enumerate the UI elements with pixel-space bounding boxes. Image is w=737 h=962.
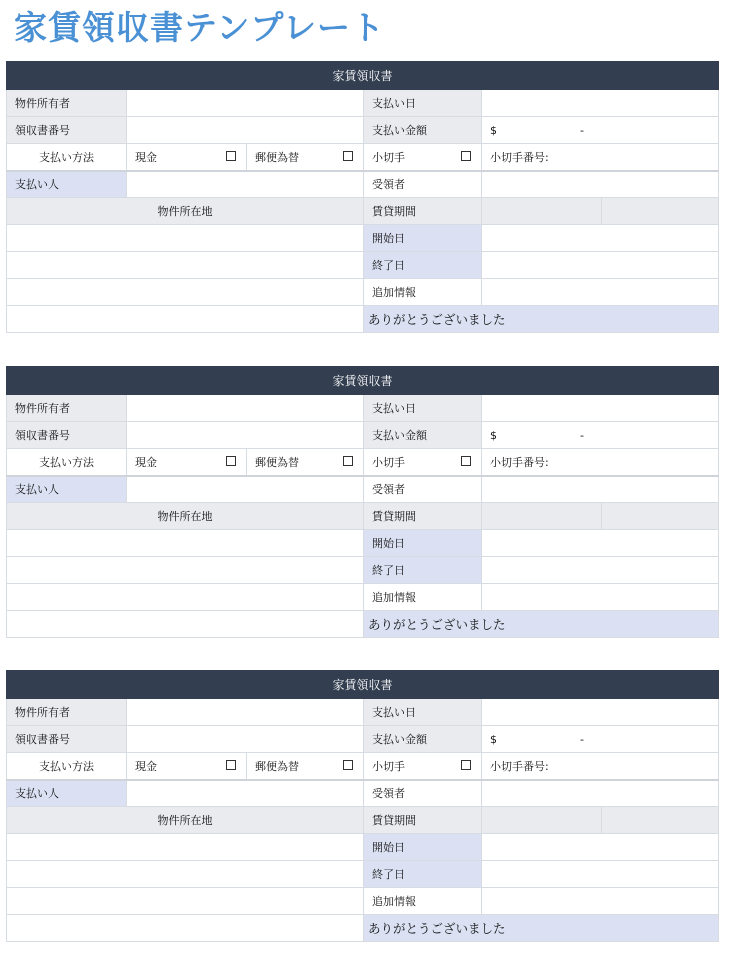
additional-info-label: 追加情報 [364, 584, 482, 611]
start-date-label: 開始日 [364, 225, 482, 252]
amount-value: - [580, 732, 584, 746]
payer-field[interactable] [127, 780, 364, 807]
recipient-label: 受領者 [364, 171, 482, 198]
owner-field[interactable] [127, 395, 364, 422]
receipt-header: 家賃領収書 [7, 367, 719, 395]
additional-info-label: 追加情報 [364, 888, 482, 915]
rental-period-label: 賃貸期間 [364, 198, 482, 225]
postal-order-label: 郵便為替 [255, 455, 299, 469]
start-date-field[interactable] [482, 225, 719, 252]
postal-order-option[interactable] [247, 144, 364, 171]
owner-label: 物件所有者 [7, 90, 127, 117]
start-date-field[interactable] [482, 530, 719, 557]
payer-field[interactable] [127, 171, 364, 198]
currency-symbol: $ [490, 428, 497, 442]
property-location-field[interactable] [7, 888, 364, 915]
check-label: 小切手 [372, 759, 405, 773]
recipient-label: 受領者 [364, 780, 482, 807]
recipient-field[interactable] [482, 476, 719, 503]
postal-order-label: 郵便為替 [255, 759, 299, 773]
amount-value: - [580, 428, 584, 442]
property-location-field[interactable] [7, 530, 364, 557]
property-location-label: 物件所在地 [7, 503, 364, 530]
cash-checkbox[interactable] [226, 151, 236, 161]
payment-date-label: 支払い日 [364, 395, 482, 422]
payment-date-label: 支払い日 [364, 699, 482, 726]
additional-info-field[interactable] [482, 888, 719, 915]
amount-label: 支払い金額 [364, 422, 482, 449]
rental-period-end-field[interactable] [602, 503, 719, 530]
receipt-number-field[interactable] [127, 117, 364, 144]
receipt-header: 家賃領収書 [7, 671, 719, 699]
page-title: 家賃領収書テンプレート [14, 8, 386, 47]
receipt-number-field[interactable] [127, 726, 364, 753]
amount-value: - [580, 123, 584, 137]
check-number-field[interactable] [482, 449, 719, 476]
check-number-label: 小切手番号: [490, 150, 549, 164]
check-option[interactable] [364, 144, 482, 171]
cash-label: 現金 [135, 150, 157, 164]
currency-symbol: $ [490, 123, 497, 137]
rental-period-end-field[interactable] [602, 198, 719, 225]
recipient-field[interactable] [482, 171, 719, 198]
check-option[interactable] [364, 449, 482, 476]
property-location-field[interactable] [7, 225, 364, 252]
receipt-number-label: 領収書番号 [7, 422, 127, 449]
additional-info-field[interactable] [482, 584, 719, 611]
check-number-label: 小切手番号: [490, 455, 549, 469]
end-date-label: 終了日 [364, 557, 482, 584]
postal-order-option[interactable] [247, 753, 364, 780]
amount-label: 支払い金額 [364, 726, 482, 753]
currency-symbol: $ [490, 732, 497, 746]
start-date-field[interactable] [482, 834, 719, 861]
start-date-label: 開始日 [364, 530, 482, 557]
receipt-header: 家賃領収書 [7, 62, 719, 90]
recipient-field[interactable] [482, 780, 719, 807]
property-location-field[interactable] [7, 557, 364, 584]
owner-label: 物件所有者 [7, 699, 127, 726]
cash-checkbox[interactable] [226, 760, 236, 770]
property-location-label: 物件所在地 [7, 807, 364, 834]
payment-date-field[interactable] [482, 395, 719, 422]
check-checkbox[interactable] [461, 456, 471, 466]
additional-info-field[interactable] [482, 279, 719, 306]
postal-order-checkbox[interactable] [343, 456, 353, 466]
amount-field[interactable] [482, 726, 719, 753]
property-location-field[interactable] [7, 252, 364, 279]
rental-period-start-field[interactable] [482, 198, 602, 225]
property-location-field[interactable] [7, 861, 364, 888]
rent-receipt-3 [6, 670, 719, 942]
payment-date-label: 支払い日 [364, 90, 482, 117]
rental-period-start-field[interactable] [482, 807, 602, 834]
owner-label: 物件所有者 [7, 395, 127, 422]
thanks-message: ありがとうございました [364, 611, 719, 638]
check-number-label: 小切手番号: [490, 759, 549, 773]
payment-method-label: 支払い方法 [7, 753, 127, 780]
end-date-field[interactable] [482, 861, 719, 888]
postal-order-checkbox[interactable] [343, 760, 353, 770]
property-location-field[interactable] [7, 915, 364, 942]
receipt-number-label: 領収書番号 [7, 726, 127, 753]
check-number-field[interactable] [482, 144, 719, 171]
property-location-field[interactable] [7, 279, 364, 306]
end-date-field[interactable] [482, 557, 719, 584]
amount-field[interactable] [482, 422, 719, 449]
amount-field[interactable] [482, 117, 719, 144]
rent-receipt-2 [6, 366, 719, 638]
cash-label: 現金 [135, 759, 157, 773]
payment-method-label: 支払い方法 [7, 449, 127, 476]
cash-checkbox[interactable] [226, 456, 236, 466]
rental-period-end-field[interactable] [602, 807, 719, 834]
payer-field[interactable] [127, 476, 364, 503]
owner-field[interactable] [127, 90, 364, 117]
check-option[interactable] [364, 753, 482, 780]
check-label: 小切手 [372, 455, 405, 469]
cash-option[interactable] [127, 753, 247, 780]
rent-receipt-1 [6, 61, 719, 333]
thanks-message: ありがとうございました [364, 915, 719, 942]
receipt-number-field[interactable] [127, 422, 364, 449]
amount-label: 支払い金額 [364, 117, 482, 144]
cash-option[interactable] [127, 449, 247, 476]
recipient-label: 受領者 [364, 476, 482, 503]
payer-label: 支払い人 [7, 780, 127, 807]
thanks-message: ありがとうございました [364, 306, 719, 333]
payer-label: 支払い人 [7, 476, 127, 503]
postal-order-option[interactable] [247, 449, 364, 476]
payment-method-label: 支払い方法 [7, 144, 127, 171]
payment-date-field[interactable] [482, 699, 719, 726]
property-location-field[interactable] [7, 611, 364, 638]
additional-info-label: 追加情報 [364, 279, 482, 306]
payer-label: 支払い人 [7, 171, 127, 198]
property-location-label: 物件所在地 [7, 198, 364, 225]
check-label: 小切手 [372, 150, 405, 164]
receipt-number-label: 領収書番号 [7, 117, 127, 144]
cash-label: 現金 [135, 455, 157, 469]
postal-order-checkbox[interactable] [343, 151, 353, 161]
postal-order-label: 郵便為替 [255, 150, 299, 164]
property-location-field[interactable] [7, 834, 364, 861]
start-date-label: 開始日 [364, 834, 482, 861]
check-checkbox[interactable] [461, 760, 471, 770]
payment-date-field[interactable] [482, 90, 719, 117]
cash-option[interactable] [127, 144, 247, 171]
owner-field[interactable] [127, 699, 364, 726]
end-date-label: 終了日 [364, 252, 482, 279]
rental-period-label: 賃貸期間 [364, 807, 482, 834]
rental-period-label: 賃貸期間 [364, 503, 482, 530]
check-checkbox[interactable] [461, 151, 471, 161]
end-date-label: 終了日 [364, 861, 482, 888]
check-number-field[interactable] [482, 753, 719, 780]
end-date-field[interactable] [482, 252, 719, 279]
property-location-field[interactable] [7, 306, 364, 333]
property-location-field[interactable] [7, 584, 364, 611]
rental-period-start-field[interactable] [482, 503, 602, 530]
